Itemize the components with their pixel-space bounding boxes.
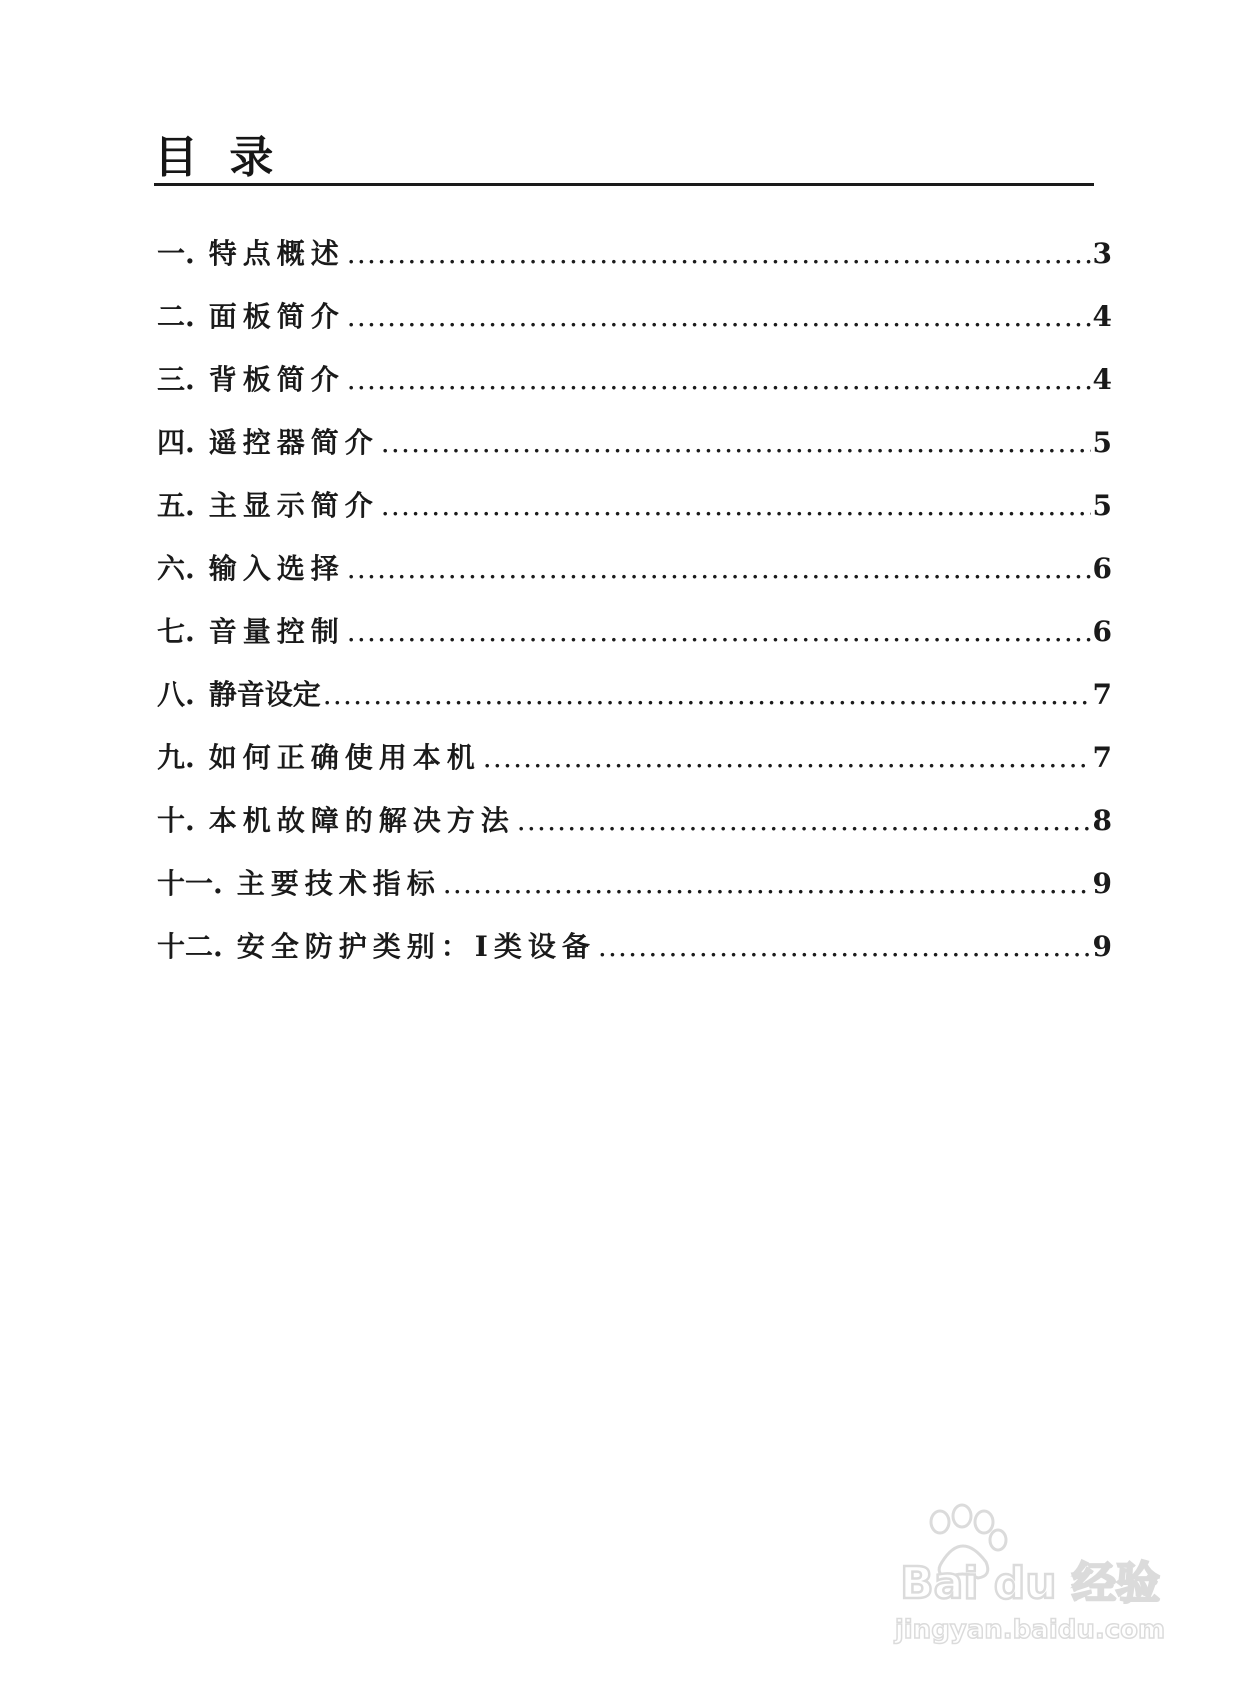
toc-label: 安全防护类别：I类设备 (236, 930, 596, 963)
toc-number: 七. (157, 615, 195, 648)
toc-entry-10[interactable] (157, 799, 1112, 862)
toc-number: 十一. (157, 867, 223, 900)
toc-number: 八. (157, 678, 195, 711)
toc-label: 如何正确使用本机 (208, 741, 481, 774)
toc-dot-leader (347, 615, 1091, 648)
toc-label: 主显示简介 (208, 489, 379, 522)
toc-number: 二. (157, 300, 195, 333)
baidu-jingyan-watermark (880, 1500, 1180, 1650)
toc-dot-leader (598, 930, 1091, 963)
toc-entry-4[interactable] (157, 421, 1112, 484)
toc-page-number: 7 (1092, 678, 1112, 711)
table-of-contents (157, 232, 1112, 988)
toc-page-number: 6 (1092, 552, 1112, 585)
toc-entry-9[interactable] (157, 736, 1112, 799)
toc-label: 面板简介 (208, 300, 345, 333)
toc-page-number: 5 (1092, 426, 1112, 459)
toc-number: 六. (157, 552, 195, 585)
toc-page-number: 8 (1092, 804, 1112, 837)
toc-number: 十二. (157, 930, 223, 963)
toc-page-number: 5 (1092, 489, 1112, 522)
toc-label: 音量控制 (208, 615, 345, 648)
toc-number: 三. (157, 363, 195, 396)
toc-dot-leader (323, 678, 1091, 711)
toc-number: 一. (157, 237, 195, 270)
toc-entry-3[interactable] (157, 358, 1112, 421)
toc-label: 遥控器简介 (208, 426, 379, 459)
toc-page-number: 7 (1092, 741, 1112, 774)
toc-label: 背板简介 (208, 363, 345, 396)
toc-label: 本机故障的解决方法 (208, 804, 515, 837)
toc-page-number: 4 (1092, 300, 1112, 333)
toc-entry-5[interactable] (157, 484, 1112, 547)
watermark-url: jingyan.baidu.com (894, 1615, 1166, 1645)
toc-number: 九. (157, 741, 195, 774)
page-title: 目 录 (154, 132, 282, 183)
toc-dot-leader (483, 741, 1091, 774)
toc-dot-leader (443, 867, 1091, 900)
toc-entry-6[interactable] (157, 547, 1112, 610)
toc-page-number: 3 (1092, 237, 1112, 270)
watermark-brand: Bai du 经验 (900, 1558, 1160, 1609)
toc-label: 特点概述 (208, 237, 345, 270)
toc-entry-2[interactable] (157, 295, 1112, 358)
toc-label: 静音设定 (208, 678, 321, 711)
toc-label: 主要技术指标 (236, 867, 441, 900)
toc-entry-11[interactable] (157, 862, 1112, 925)
toc-page-number: 9 (1092, 867, 1112, 900)
toc-dot-leader (381, 489, 1091, 522)
toc-dot-leader (347, 237, 1091, 270)
toc-entry-12[interactable] (157, 925, 1112, 988)
title-divider (154, 183, 1094, 186)
toc-number: 十. (157, 804, 195, 837)
toc-dot-leader (347, 363, 1091, 396)
toc-entry-7[interactable] (157, 610, 1112, 673)
toc-page-number: 6 (1092, 615, 1112, 648)
toc-dot-leader (347, 300, 1091, 333)
toc-entry-1[interactable] (157, 232, 1112, 295)
toc-entry-8[interactable] (157, 673, 1112, 736)
toc-dot-leader (347, 552, 1091, 585)
toc-number: 五. (157, 489, 195, 522)
toc-label: 输入选择 (208, 552, 345, 585)
toc-number: 四. (157, 426, 195, 459)
toc-page-number: 9 (1092, 930, 1112, 963)
toc-dot-leader (517, 804, 1091, 837)
toc-page-number: 4 (1092, 363, 1112, 396)
toc-dot-leader (381, 426, 1091, 459)
